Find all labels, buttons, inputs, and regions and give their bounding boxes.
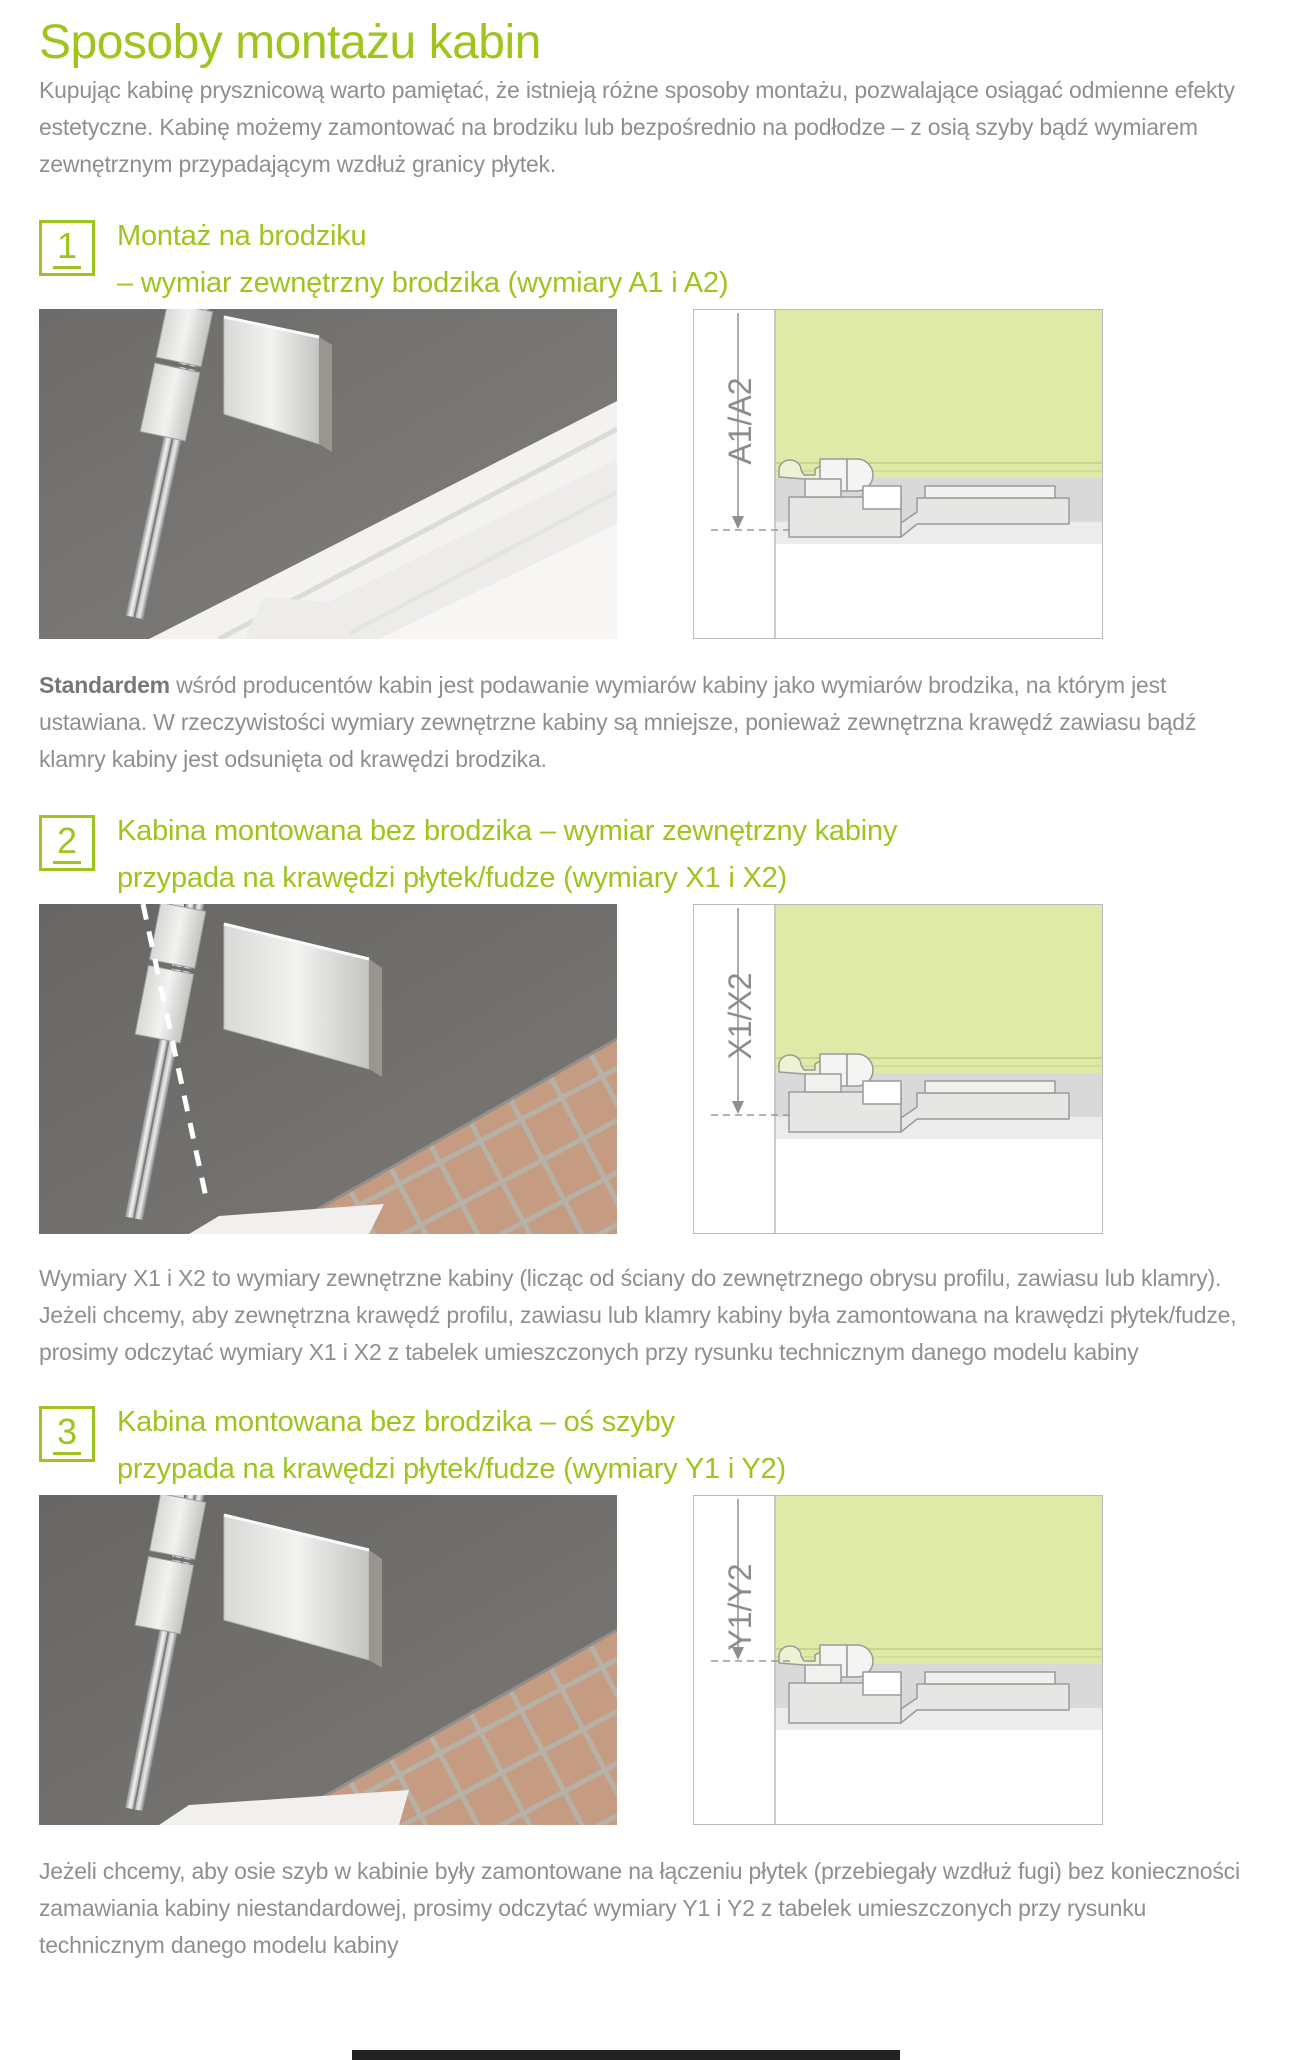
heading-line-2: przypada na krawędzi płytek/fudze (wymiary X1 i X2) xyxy=(117,862,787,894)
heading-line-1: Kabina montowana bez brodzika – oś szyby xyxy=(117,1406,675,1438)
heading-line-2: przypada na krawędzi płytek/fudze (wymiary Y1 i Y2) xyxy=(117,1453,786,1485)
heading-line-2: – wymiar zewnętrzny brodzika (wymiary A1 i A2) xyxy=(117,267,729,299)
section-2-figures xyxy=(39,904,1263,1234)
section-2-heading xyxy=(117,808,897,902)
dimension-label: Y1/Y2 xyxy=(722,1563,758,1651)
page-title: Sposoby montażu kabin xyxy=(39,16,541,69)
section-3-header xyxy=(39,1399,1263,1493)
dimension-label: A1/A2 xyxy=(722,377,758,465)
note-text: Wymiary X1 i X2 to wymiary zewnętrzne kabiny (licząc od ściany do zewnętrznego obrysu profilu, zawiasu lub klamry). Jeżeli chcemy, aby zewnętrzna krawędź profilu, zawiasu lub klamry kabiny była zamontowana na krawędzi płytek/fudze, prosimy odczytać wymiary X1 i X2 z tabelek umieszczonych przy rysunku technicznym danego modelu kabiny xyxy=(39,1265,1237,1365)
note-bold-lead: Standardem xyxy=(39,672,170,698)
section-1-note xyxy=(39,667,1263,778)
section-2-note xyxy=(39,1260,1263,1371)
tiled-floor-hinge-photo xyxy=(39,1495,617,1825)
section-2-header xyxy=(39,808,1263,902)
intro-paragraph: Kupując kabinę prysznicową warto pamiętać, że istnieją różne sposoby montażu, pozwalające osiągać odmienne efekty estetyczne. Kabinę możemy zamontować na brodziku lub bezpośrednio na podłodze – z osią szyby bądź wymiarem zewnętrznym przypadającym wzdłuż granicy płytek. xyxy=(39,77,1235,177)
bottom-partial-bar xyxy=(352,2050,900,2060)
section-1-number-badge xyxy=(39,220,95,276)
section-number: 1 xyxy=(53,227,81,269)
section-2-number-badge xyxy=(39,815,95,871)
mounting-diagram-y xyxy=(693,1495,1103,1825)
shower-tray-hinge-photo xyxy=(39,309,617,639)
section-3-heading xyxy=(117,1399,786,1493)
section-3-note xyxy=(39,1853,1263,1964)
note-text: Jeżeli chcemy, aby osie szyb w kabinie były zamontowane na łączeniu płytek (przebiegały wzdłuż fugi) bez konieczności zamawiania kabiny niestandardowej, prosimy odczytać wymiary Y1 i Y2 z tabelek umieszczonych przy rysunku technicznym danego modelu kabiny xyxy=(39,1858,1240,1958)
glass-panel-area xyxy=(775,310,1102,478)
heading-line-1: Kabina montowana bez brodzika – wymiar zewnętrzny kabiny xyxy=(117,815,898,847)
page-content xyxy=(0,14,1302,1964)
section-3-number-badge xyxy=(39,1406,95,1462)
section-number: 2 xyxy=(53,822,81,864)
heading-line-1: Montaż na brodziku xyxy=(117,220,367,252)
note-text: wśród producentów kabin jest podawanie wymiarów kabiny jako wymiarów brodzika, na którym jest ustawiana. W rzeczywistości wymiary zewnętrzne kabiny są mniejsze, ponieważ zewnętrzna krawędź zawiasu bądź klamry kabiny jest odsunięta od krawędzi brodzika. xyxy=(39,672,1197,772)
mounting-diagram-x xyxy=(693,904,1103,1234)
glass-panel-area xyxy=(775,1496,1102,1664)
tiled-floor-hinge-photo-dashed-edge xyxy=(39,904,617,1234)
dimension-label: X1/X2 xyxy=(722,972,758,1060)
mounting-diagram-a xyxy=(693,309,1103,639)
section-number: 3 xyxy=(53,1413,81,1455)
section-1-header xyxy=(39,213,1263,307)
section-1-heading xyxy=(117,213,728,307)
section-1-figures xyxy=(39,309,1263,639)
glass-panel-area xyxy=(775,905,1102,1073)
section-3-figures xyxy=(39,1495,1263,1825)
